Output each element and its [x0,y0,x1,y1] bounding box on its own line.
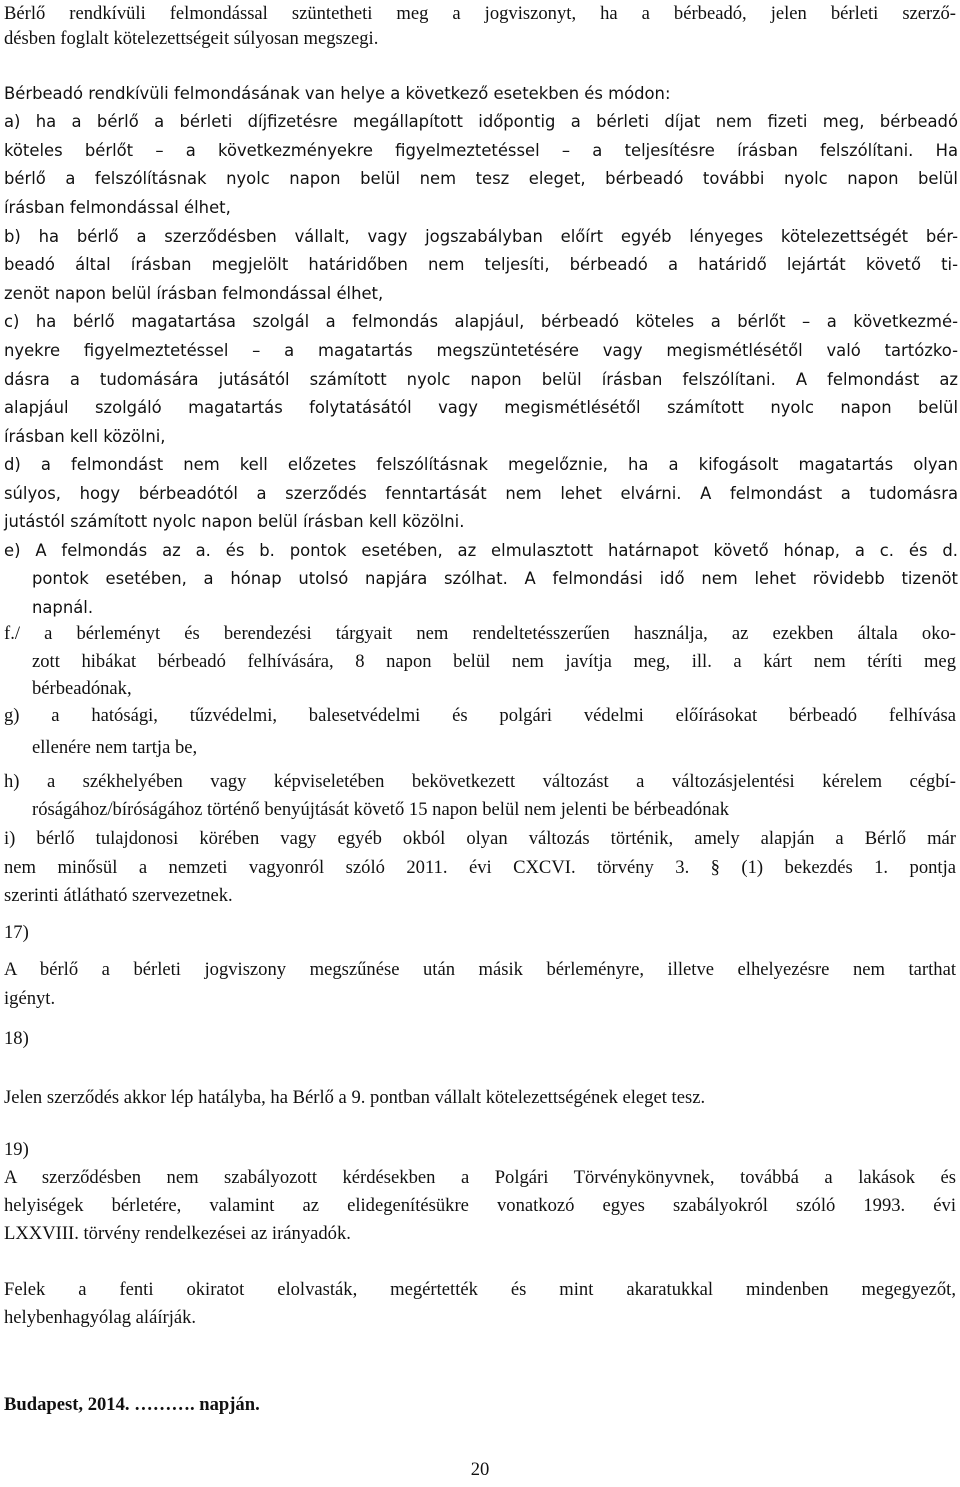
text-line: c) ha bérlő magatartása szolgál a felmondás alapjául, bérbeadó köteles a bérlőt – a következmé- [4,312,958,331]
text-line: désben foglalt kötelezettségeit súlyosan megszegi. [4,28,379,49]
text-line: bérbeadónak, [32,678,132,699]
text-line: jutástól számított nyolc napon belül írásban kell közölni. [4,512,465,531]
text-line: helyiségek bérletére, valamint az elidegenítésükre vonatkozó egyes szabályokról szóló 1993. évi [4,1195,956,1216]
text-line: szerinti átlátható szervezetnek. [4,885,233,906]
page-number: 20 [470,1459,490,1480]
text-line: g) a hatósági, tűzvédelmi, balesetvédelmi és polgári védelmi előírásokat bérbeadó felhívása [4,705,956,726]
text-line: f./ a bérleményt és berendezési tárgyait nem rendeltetésszerűen használja, az ezekben általa oko- [4,623,956,644]
text-line: a) ha a bérlő a bérleti díjfizetésre megállapított időpontig a bérleti díjat nem fizeti meg, bérbeadó [4,112,958,131]
text-line: dásra a tudomására jutásától számított nyolc napon belül írásban felszólítani. A felmondást az [4,370,958,389]
text-line: A bérlő a bérleti jogviszony megszűnése után másik bérleményre, illetve elhelyezésre nem tarthat [4,959,956,980]
text-line: e) A felmondás az a. és b. pontok esetében, az elmulasztott határnapot követő hónap, a c. és d. [4,541,958,560]
text-line: igényt. [4,988,56,1009]
text-line: nyekre figyelmeztetéssel – a magatartás megszüntetésére vagy megismétlésétől való tartózko- [4,341,958,360]
text-line: ellenére nem tartja be, [32,737,198,758]
text-line: d) a felmondást nem kell előzetes felszólításnak megelőznie, ha a kifogásolt magatartás olyan [4,455,958,474]
text-line: h) a székhelyében vagy képviseletében bekövetkezett változást a változásjelentési kérelem cégbí- [4,771,956,792]
text-line: köteles bérlőt – a következményekre figyelmeztetéssel – a teljesítésre írásban felszólítani. Ha [4,141,958,160]
text-line: i) bérlő tulajdonosi körében vagy egyéb okból olyan változás történik, amely alapján a Bérlő már [4,828,956,849]
text-line: Bérbeadó rendkívüli felmondásának van helye a következő esetekben és módon: [4,84,671,103]
section-number: 18) [4,1028,29,1049]
text-line: LXXVIII. törvény rendelkezései az irányadók. [4,1223,351,1244]
text-line: b) ha bérlő a szerződésben vállalt, vagy jogszabályban előírt egyéb lényeges kötelezettségét bér- [4,227,958,246]
text-line: írásban kell közölni, [4,427,166,446]
text-line: helybenhagyólag aláírják. [4,1307,197,1328]
text-line: róságához/bíróságához történő benyújtását követő 15 napon belül nem jelenti be bérbeadónak [32,799,730,820]
text-line: nem minősül a nemzeti vagyonról szóló 2011. évi CXCVI. törvény 3. § (1) bekezdés 1. pontja [4,857,956,878]
place-date-line: Budapest, 2014. ………. napján. [4,1394,260,1415]
text-line: alapjául szolgáló magatartás folytatásától vagy megismétlésétől számított nyolc napon belül [4,398,958,417]
text-line: írásban felmondással élhet, [4,198,231,217]
text-line: bérlő a felszólításnak nyolc napon belül nem tesz eleget, bérbeadó további nyolc napon belül [4,169,958,188]
text-line: pontok esetében, a hónap utolsó napjára szólhat. A felmondási idő nem lehet rövidebb tizenöt [32,569,958,588]
text-line: Bérlő rendkívüli felmondással szüntetheti meg a jogviszonyt, ha a bérbeadó, jelen bérleti szerző- [4,3,956,24]
section-number: 17) [4,922,29,943]
text-line: napnál. [32,598,94,617]
section-number: 19) [4,1139,29,1160]
text-line: Jelen szerződés akkor lép hatályba, ha Bérlő a 9. pontban vállalt kötelezettségének eleget tesz. [4,1087,706,1108]
text-line: súlyos, hogy bérbeadótól a szerződés fenntartását nem lehet elvárni. A felmondást a tudomásra [4,484,958,503]
text-line: Felek a fenti okiratot elolvasták, megértették és mint akaratukkal mindenben megegyezőt, [4,1279,956,1300]
text-line: beadó által írásban megjelölt határidőben nem teljesíti, bérbeadó a határidő lejártát követő ti- [4,255,958,274]
text-line: zott hibákat bérbeadó felhívására, 8 napon belül nem javítja meg, ill. a kárt nem téríti meg [32,651,956,672]
text-line: A szerződésben nem szabályozott kérdésekben a Polgári Törvénykönyvnek, továbbá a lakások és [4,1167,956,1188]
text-line: zenöt napon belül írásban felmondással élhet, [4,284,384,303]
